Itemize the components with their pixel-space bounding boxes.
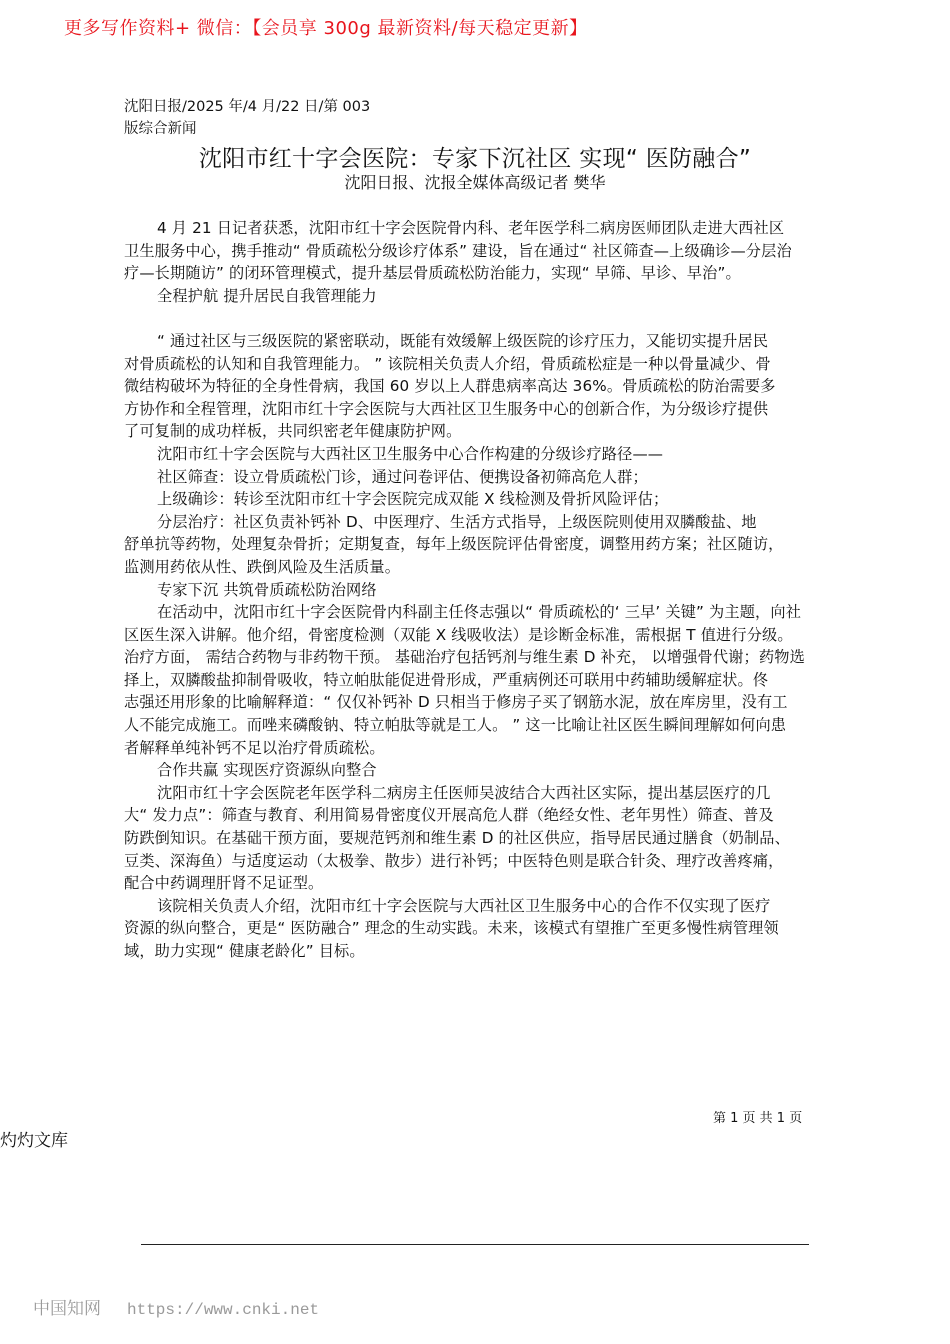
article-line: 监测用药依从性、跌倒风险及生活质量。 [124,557,401,576]
article-line: 域，助力实现“ 健康老龄化” 目标。 [124,942,365,960]
cnki-name: 中国知网 [33,1299,101,1319]
article-title: 沈阳市红十字会医院：专家下沉社区 实现“ 医防融合” [198,146,752,172]
article-line: 舒单抗等药物，处理复杂骨折；定期复查，每年上级医院评估骨密度，调整用药方案；社区随访， [124,535,784,554]
article-line: 4 月 21 日记者获悉，沈阳市红十字会医院骨内科、老年医学科二病房医师团队走进大西社区 [157,219,785,237]
promo-banner: 更多写作资料+ 微信：【会员享 300g 最新资料/每天稳定更新】 [64,18,588,39]
article-line: 社区筛查：设立骨质疏松门诊，通过问卷评估、便携设备初筛高危人群； [157,467,648,486]
article-byline: 沈阳日报、沈报全媒体高级记者 樊华 [344,173,606,192]
source-line-2: 版综合新闻 [124,121,197,137]
article-line: 沈阳市红十字会医院与大西社区卫生服务中心合作构建的分级诊疗路径—— [157,444,664,463]
article-body [124,217,844,963]
article-line: 卫生服务中心，携手推动“ 骨质疏松分级诊疗体系” 建设，旨在通过“ 社区筛查—上级确诊—分层治 [124,241,792,260]
source-line-1: 沈阳日报/2025 年/4 月/22 日/第 003 [124,99,371,115]
article-line: 微结构破坏为特征的全身性骨病，我国 60 岁以上人群患病率高达 36%。骨质疏松的防治需要多 [124,377,776,396]
article-line: 者解释单纯补钙不足以治疗骨质疏松。 [124,738,385,757]
article-line: 人不能完成施工。而唑来磷酸钠、特立帕肽等就是工人。 ” 这一比喻让社区医生瞬间理解如何向患 [124,716,787,735]
article-line: 该院相关负责人介绍，沈阳市红十字会医院与大西社区卫生服务中心的合作不仅实现了医疗 [157,896,771,915]
article-line: 志强还用形象的比喻解释道：“ 仅仅补钙补 D 只相当于修房子买了钢筋水泥，放在库房里，没有工 [124,693,788,712]
cnki-url-link[interactable]: https://www.cnki.net [127,1301,320,1319]
paragraph-gap [124,307,844,330]
footer-divider [141,1244,809,1245]
article-line: 治疗方面， 需结合药物与非药物干预。 基础治疗包括钙剂与维生素 D 补充， 以增强骨代谢；药物选 [124,648,805,667]
article-line: 防跌倒知识。在基础干预方面，要规范钙剂和维生素 D 的社区供应，指导居民通过膳食（奶制品、 [124,829,790,848]
article-line: 豆类、深海鱼）与适度运动（太极拳、散步）进行补钙；中医特色则是联合针灸、理疗改善疼痛， [124,851,784,870]
article-line: 分层治疗：社区负责补钙补 D、中医理疗、生活方式指导，上级医院则使用双膦酸盐、地 [157,512,757,531]
article-line: 大“ 发力点”：筛查与教育、利用简易骨密度仪开展高危人群（绝经女性、老年男性）筛查、普及 [124,806,774,825]
watermark-text: 灼灼文库 [0,1131,68,1151]
page-number: 第 1 页 共 1 页 [713,1111,803,1126]
article-line: 配合中药调理肝肾不足证型。 [124,874,324,893]
section-subheading: 全程护航 提升居民自我管理能力 [157,286,377,305]
article-line: 资源的纵向整合，更是“ 医防融合” 理念的生动实践。未来，该模式有望推广至更多慢性病管理领 [124,919,779,938]
article-line: 了可复制的成功样板，共同织密老年健康防护网。 [124,422,462,441]
article-line: 在活动中，沈阳市红十字会医院骨内科副主任佟志强以“ 骨质疏松的‘ 三早’ 关键” 为主题，向社 [157,603,802,622]
article-line: “ 通过社区与三级医院的紧密联动，既能有效缓解上级医院的诊疗压力，又能切实提升居民 [157,331,769,350]
article-line: 沈阳市红十字会医院老年医学科二病房主任医师吴波结合大西社区实际，提出基层医疗的几 [157,783,771,802]
cnki-footer [33,1294,319,1319]
article-line: 上级确诊：转诊至沈阳市红十字会医院完成双能 X 线检测及骨折风险评估； [157,490,669,509]
article-line: 疗—长期随访” 的闭环管理模式，提升基层骨质疏松防治能力，实现“ 早筛、早诊、早治”。 [124,264,741,283]
article-line: 择上，双膦酸盐抑制骨吸收，特立帕肽能促进骨形成，严重病例还可联用中药辅助缓解症状。佟 [124,670,769,689]
article-line: 区医生深入讲解。他介绍，骨密度检测（双能 X 线吸收法）是诊断金标准，需根据 T 值进行分级。 [124,625,793,644]
section-subheading: 专家下沉 共筑骨质疏松防治网络 [157,580,377,599]
section-subheading: 合作共赢 实现医疗资源纵向整合 [157,761,377,780]
article-line: 对骨质疏松的认知和自我管理能力。 ” 该院相关负责人介绍，骨质疏松症是一种以骨量减少、骨 [124,354,771,373]
article-line: 方协作和全程管理，沈阳市红十字会医院与大西社区卫生服务中心的创新合作，为分级诊疗提供 [124,399,769,418]
